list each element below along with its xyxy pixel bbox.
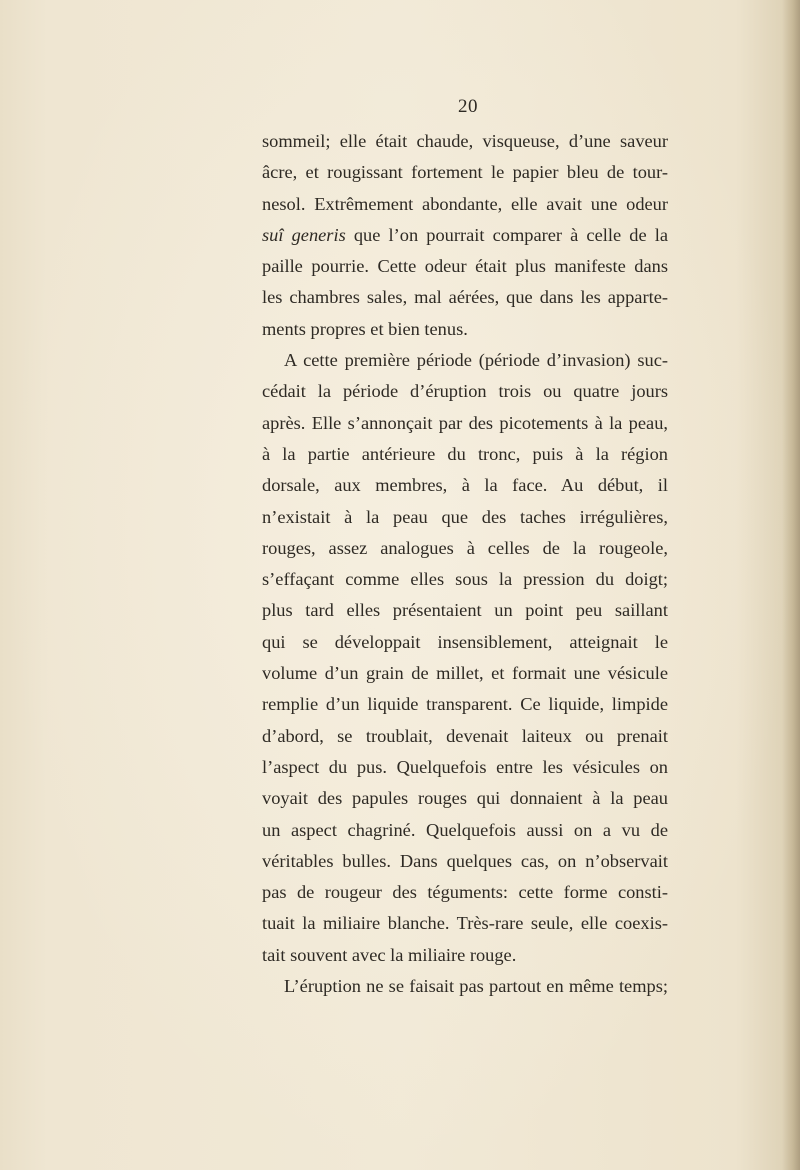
text-line: ments propres et bien tenus. <box>262 318 468 339</box>
text-line: n’existait à la peau que des taches irrégulières, <box>262 506 668 527</box>
text-line: paille pourrie. Cette odeur était plus manifeste dans <box>262 256 668 277</box>
text-line-rest: que l’on pourrait comparer à celle de la <box>345 224 669 245</box>
text-line: qui se développait insensiblement, atteignait le <box>262 631 668 652</box>
text-line: l’aspect du pus. Quelquefois entre les vésicules on <box>262 756 668 777</box>
page-number: 20 <box>458 96 478 117</box>
text-line: voyait des papules rouges qui donnaient à la peau <box>262 788 668 809</box>
text-line: les chambres sales, mal aérées, que dans les apparte- <box>262 287 668 308</box>
text-line: sommeil; elle était chaude, visqueuse, d’une saveur <box>262 131 668 151</box>
text-line: volume d’un grain de millet, et formait une vésicule <box>262 663 668 684</box>
text-line: cédait la période d’éruption trois ou quatre jours <box>262 381 668 402</box>
text-line: tuait la miliaire blanche. Très-rare seule, elle coexis- <box>262 913 668 934</box>
italic-phrase: suî generis <box>262 224 346 245</box>
text-line: tait souvent avec la miliaire rouge. <box>262 944 517 965</box>
text-line <box>262 220 668 251</box>
text-line: remplie d’un liquide transparent. Ce liquide, limpide <box>262 694 668 715</box>
text-line: dorsale, aux membres, à la face. Au début, il <box>262 475 668 496</box>
text-line: pas de rougeur des téguments: cette forme consti- <box>262 882 668 903</box>
text-line: nesol. Extrêmement abondante, elle avait une odeur <box>262 193 668 214</box>
text-line: après. Elle s’annonçait par des picotements à la peau, <box>262 412 668 433</box>
text-line: rouges, assez analogues à celles de la rougeole, <box>262 537 668 558</box>
text-line: à la partie antérieure du tronc, puis à la région <box>262 443 668 464</box>
text-line: d’abord, se troublait, devenait laiteux ou prenait <box>262 725 668 746</box>
text-line: plus tard elles présentaient un point peu saillant <box>262 600 668 621</box>
text-line: véritables bulles. Dans quelques cas, on n’observait <box>262 850 668 871</box>
page-edge-shadow <box>782 0 800 1170</box>
text-line: A cette première période (période d’invasion) suc- <box>284 350 668 371</box>
text-line: L’éruption ne se faisait pas partout en même temps; <box>284 976 668 997</box>
text-line: s’effaçant comme elles sous la pression du doigt; <box>262 569 668 590</box>
text-line: un aspect chagriné. Quelquefois aussi on a vu de <box>262 819 668 840</box>
text-line: âcre, et rougissant fortement le papier bleu de tour- <box>262 162 668 183</box>
body-text <box>262 126 668 1002</box>
